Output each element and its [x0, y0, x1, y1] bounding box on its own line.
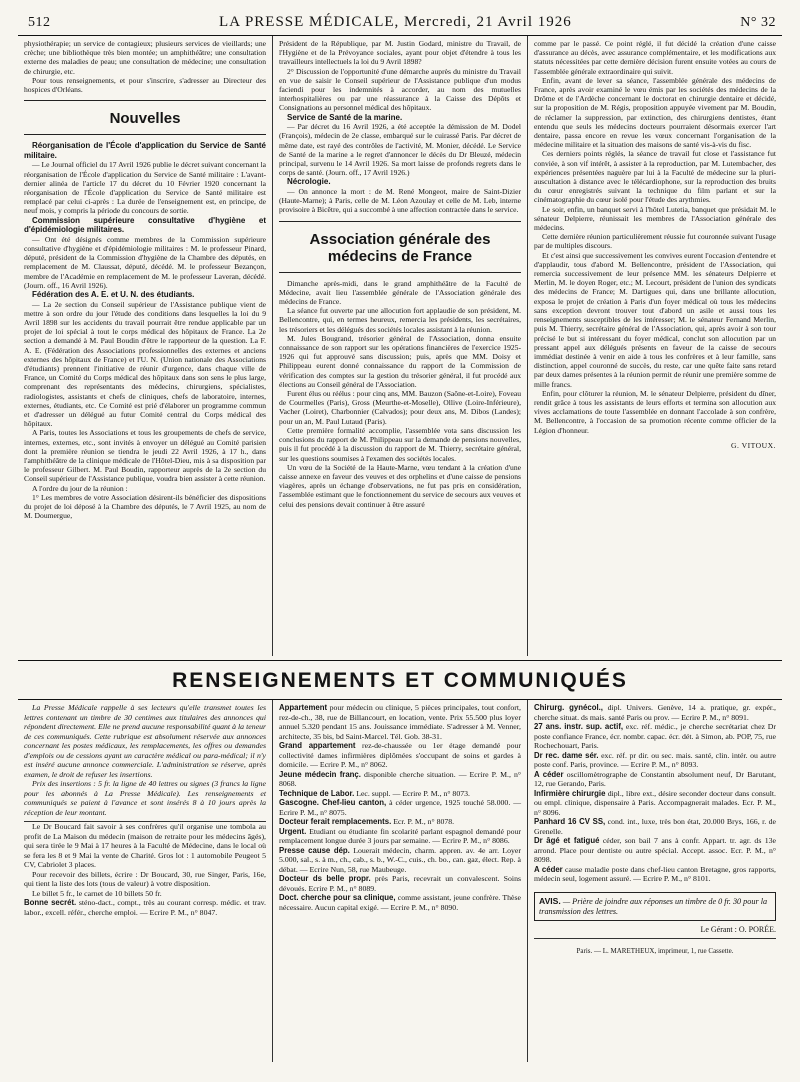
ad-heading: A céder	[534, 864, 563, 874]
ad-heading: Presse cause dép.	[279, 845, 350, 855]
issue-number: N° 32	[740, 15, 776, 30]
ad-heading: Jeune médecin franç.	[279, 769, 361, 779]
classified-ad	[279, 827, 521, 846]
avis-heading: AVIS.	[539, 895, 561, 906]
paragraph: Le Dr Boucard fait savoir à ses confrères qu'il organise une tombola au profit de La Maison du médecin (maison de retraite pour les médecins âgés), qui sera tirée le 9 Mai à 17 heures à la Faculté de Médecine, dans le local où se fera les 8 et 9 Mai la vente de Charité. Gros lot : 1 automobile Peugeot 5 CV, Cabriolet 3 places.	[24, 822, 266, 869]
section-title-association: Association générale des médecins de France	[309, 230, 491, 265]
classified-column-1	[18, 700, 272, 1062]
classified-column-3	[527, 700, 782, 1062]
paragraph: Enfin, avant de lever sa séance, l'assemblée générale des médecins de France, après avoir examiné le vœu émis par les sociétés des médecins de la Drôme et de l'Ardèche concernant le doctorat en chirurgie dentaire et décidé, sur la proposition de M. Régis, proposition appuyée vivement par M. Boudin, de réclamer la suppression, par extinction, des chirurgiens dentistes, étant entendu que seuls les médecins docteurs pourraient désormais exercer l'art dentaire, passa encore en revue les vœux concernant l'organisation de la médecine militaire et la situation des maisons de santé vis-à-vis du fisc.	[534, 75, 776, 150]
paragraph: Dimanche après-midi, dans le grand amphithéâtre de la Faculté de Médecine, avait lieu l'assemblée générale de l'Association générale des médecins de France.	[279, 278, 521, 307]
ad-heading: Technique de Labor.	[279, 788, 355, 798]
ad-heading: Chirurg. gynécol.,	[534, 703, 603, 712]
paragraph: Cette dernière réunion particulièrement réussie fut couronnée suivant l'usage par de multiples discours.	[534, 232, 776, 251]
paragraph: Un vœu de la Société de la Haute-Marne, vœu tendant à la création d'une caisse annexe en faveur des veuves et des orphelins et d'une caisse de pensions viagères, après un échange d'observations, ne fut pas pris en considération, l'assemblée estimant que le fonctionnement du service de secours aux veuves et celui des pensions devait continuer à être assuré	[279, 462, 521, 509]
classified-columns	[18, 700, 782, 1062]
item-heading: Nécrologie.	[287, 177, 331, 187]
classified-ad	[534, 865, 776, 884]
ad-heading: Urgent.	[279, 826, 307, 836]
top-columns	[18, 36, 782, 656]
paragraph: A Paris, toutes les Associations et tous les groupements de chefs de service, internes, externes, etc., sont invités à envoyer un délégué au Comité parisien dont la première réunion se tiendra le jeudi 22 Avril 1926, à 17 h., dans l'amphithéâtre de la clinique médicale de l'Hôtel-Dieu, mis à sa disposition par le professeur Gilbert. M. Paul Boudin, rapporteur auprès de la 2e section du Conseil supérieur de l'Assistance publique, voudra bien assister à cette réunion.	[24, 428, 266, 484]
ad-heading: Docteur ferait remplacements.	[279, 817, 392, 826]
ad-text: exc. réf. pr dir. ou sec. mais. santé, clin. intér. ou autre poste conf. Paris, province. — Ecrire P. M., n° 8093.	[534, 750, 776, 769]
ad-heading: Grand appartement	[279, 741, 356, 750]
ad-heading: 27 ans. instr. sup. actif,	[534, 722, 624, 731]
ad-text: Louerait médecin, charm. appren. av. 4e arr. Loyer 5.000, sal., s. à m., ch., cab., s. b., W.-C., cuis., ch. bo., can. gaz, élect. Rep. à débat. — Ecrire Nun, 58, rue Maubeuge.	[279, 845, 521, 874]
notice-text: La Presse Médicale rappelle à ses lecteurs qu'elle transmet toutes les lettres contenant un timbre de 30 centimes aux titulaires des annonces qui répondent directement. Elle ne prend aucune responsabilité quant à la teneur de ces communiqués. Cette rubrique est absolument réservée aux annonces concernant les postes médicaux, les remplacements, les offres ou demandes d'emplois ou de cessions ayant un caractère médical ou para-médical; il n'y est inséré aucune annonce commerciale. L'administration se réserve, après examen, le droit de refuser les insertions.	[24, 703, 266, 779]
column-1	[18, 36, 272, 656]
renseignements-banner: RENSEIGNEMENTS ET COMMUNIQUÉS	[18, 661, 782, 700]
classified-column-2	[272, 700, 527, 1062]
paragraph: Le soir, enfin, un banquet servi à l'hôtel Lutetia, banquet que présidait M. le sénateur Delpierre, réunissait les membres de l'Association générale des médecins.	[534, 204, 776, 233]
paragraph: La séance fut ouverte par une allocution fort applaudie de son président, M. Bellencontre, qui, en termes heureux, remercia les présidents, les secrétaires, les trésoriers et les délégués des sociétés locales assistant à la réunion.	[279, 306, 521, 334]
paragraph: Cette première formalité accomplie, l'assemblée vota sans discussion les conclusions du rapport de M. Philippeau sur la demande de pensions nouvelles, puis il fut procédé à la discussion du rapport de M. Thierry, secrétaire général, sur les questions soumises à l'examen des sociétés locales.	[279, 425, 521, 463]
paragraph: physiothérapie; un service de contagieux; plusieurs services de vieillards; une crèche; une bibliothèque très bien montée; un amphithéâtre; une consultation externe des maladies de peau; une consultation de médecine; une consultation de chirurgie, etc.	[24, 39, 266, 76]
classified-ad	[279, 770, 521, 789]
classified-ad	[534, 722, 776, 751]
ad-text: dipl. Univers. Genève, 14 a. pratique, gr. expér., cherche situat. ds mais. santé Paris ou prov. — Ecrire P. M., n° 8091.	[534, 703, 776, 722]
ad-heading: Dr âgé et fatigué	[534, 836, 600, 845]
item-heading: Réorganisation de l'École d'application du Service de Santé militaire.	[24, 141, 266, 160]
ad-text: exc. réf. médic., je cherche secrétariat chez Dr poste confiance France, écr. nombr. capac. écr. dét. à Simon, ab. POP, 75, rue Rochechouart, Paris.	[534, 722, 776, 750]
ad-text: Etudiant ou étudiante fin scolarité parlant espagnol demandé pour remplacement longue durée 3 jours par semaine. — Ecrire P. M., n° 8086.	[279, 826, 521, 845]
tariff-text: Prix des insertions : 5 fr. la ligne de 40 lettres ou signes (3 francs la ligne pour les abonnés à La Presse Médicale). Les renseignements et communiqués se paient à l'avance et sont insérés 8 à 10 jours après la réception de leur montant.	[24, 779, 266, 817]
classified-ad	[534, 817, 776, 836]
ad-text: cond. int., luxe, très bon état, 20.000 Brys, 166, r. de Grenelle.	[534, 817, 776, 836]
paragraph: M. Jules Bougrand, trésorier général de l'Association, donna ensuite connaissance de son rapport sur les opérations financières de l'exercice 1925-1926 qui fut approuvé sans discussion; puis, après que MM. Doisy et Philippeau eurent donné connaissance du rapport de la Commission de vérification des comptes sur la gestion du trésorier général, il fut procédé aux élections au Conseil général de l'Association.	[279, 333, 521, 389]
classified-ad	[534, 751, 776, 770]
journal-title: LA PRESSE MÉDICALE, Mercredi, 21 Avril 1926	[219, 14, 572, 30]
classified-ad	[534, 836, 776, 865]
classified-ad	[279, 846, 521, 875]
classified-ad	[279, 741, 521, 770]
section-box	[24, 100, 266, 135]
avis-text: — Prière de joindre aux réponses un timbre de 0 fr. 30 pour la transmission des lettres.	[539, 896, 768, 916]
ad-text: sténo-dact., compt., très au courant corresp. médic. et trav. labor., excell. référ., cherche emploi. — Ecrire P. M., n° 8047.	[24, 898, 266, 917]
item-heading: Fédération des A. E. et U. N. des étudiants.	[32, 290, 195, 300]
divider	[534, 938, 776, 939]
page-header	[28, 14, 776, 31]
ad-heading: Bonne secrét.	[24, 898, 77, 907]
paragraph: Ces derniers points réglés, la séance de travail fut close et l'assistance fut conviée, à son vif intérêt, à assister à la reproduction, par M. Lutembacher, des expériences présentées naguère par lui à la Faculté de médecine sur la pluri-auscultation à distance avec le télécardiophone, sur la reproduction des bruits du cœur enregistrés suivant la technique du film parlant et sur la cinématographie du cœur isolé pour l'étude des arythmies.	[534, 149, 776, 205]
paragraph: Le billet 5 fr., le carnet de 10 billets 50 fr.	[32, 888, 162, 898]
item-text: — La 2e section du Conseil supérieur de l'Assistance publique vient de mettre à son ordre du jour l'étude des conditions dans lesquelles la loi du 9 Avril 1898 sur les accidents du travail pourrait être rendue applicable par un projet de loi spécial à tout le corps médical des hôpitaux de France. La 2e section a demandé à M. Paul Boudin d'être le rapporteur de la question. La F. A. E. (Fédération des Associations professionnelles des externes et anciens externes des hôpitaux de France) et l'U. N. (Union nationale des Associations d'étudiants) prennent l'initiative de réunir d'urgence, dans chaque ville de France, un Comité du Corps médical des hôpitaux dans son sens le plus large, comprenant des représentants des médecins, chirurgiens, spécialistes, radiologistes, assistants et chefs de cliniques, chefs de laboratoire, internes, externes, étudiants, etc. Ce Comité est prié d'élaborer un programme commun et d'adresser un délégué au futur Comité central du Corps médical des hôpitaux.	[24, 299, 266, 429]
classified-ad	[279, 874, 521, 893]
classified-ad	[534, 703, 776, 722]
classified-ad	[24, 898, 266, 917]
item-heading: Commission supérieure consultative d'hygiène et d'épidémiologie militaires.	[24, 215, 266, 235]
ad-heading: A céder	[534, 769, 564, 779]
section-title-nouvelles: Nouvelles	[109, 110, 181, 128]
item-text: — Ont été désignés comme membres de la Commission supérieure consultative d'hygiène et d'épidémiologie militaires : M. le professeur Pinard, député, président de la Commission d'hygiène de la Chambre des députés, en remplacement de M. Claussat, député, décédé. M. le professeur Bezançon, membre de l'Académie en remplacement de M. le professeur Laveran, décédé. (Journ. off., 16 Avril 1926).	[24, 234, 266, 290]
item-text: — On annonce la mort : de M. René Mongeot, maire de Saint-Dizier (Haute-Marne); à Paris, celle de M. Léon Azoulay et celle de M. Leb, interne provisoire à Bicêtre, qui a succombé à une affection contractée dans le service.	[279, 187, 521, 215]
ad-text: céder, son bail 7 ans à confr. Appart. tr. agr. ds 13e arrond. Place pour dentiste ou autre spécial. Accept. assoc. Ecr. P. M., n° 8098.	[534, 836, 777, 864]
classified-ad	[279, 789, 521, 799]
ad-text: oscillomètrographe de Constantin absolument neuf, Dr Barutant, 12, rue Gerando, Paris.	[534, 769, 776, 788]
paragraph: Pour tous renseignements, et pour s'inscrire, s'adresser au Directeur des hospices d'Orléans.	[24, 75, 266, 95]
ad-text: Ecr. P. M., n° 8078.	[393, 817, 455, 826]
author-signature: G. VITOUX.	[730, 440, 776, 450]
column-3	[527, 36, 782, 656]
gerant-line: Le Gérant : O. PORÉE.	[700, 924, 776, 934]
paragraph: comme par le passé. Ce point réglé, il fut décidé la création d'une caisse d'assurance au décès, avec assurance complémentaire, et les modifications aux statuts nécessitées par cette dernière décision furent ensuite votées au cours de l'assemblée générale extraordinaire qui suivit.	[534, 39, 776, 76]
paragraph: A l'ordre du jour de la réunion :	[32, 483, 128, 493]
paragraph: 1° Les membres de votre Association désirent-ils bénéficier des dispositions du projet de loi déposé à la Chambre des députés, le 7 Avril 1925, au nom de M. Doumergue,	[24, 492, 266, 521]
ad-text: cause maladie poste dans chef-lieu canton Bretagne, gros rapports, médecin seul, logement assuré. — Ecrire P. M., n° 8101.	[534, 864, 776, 883]
classified-ad	[279, 893, 521, 912]
ad-heading: Infirmière chirurgie	[534, 788, 606, 798]
classified-ad	[534, 770, 776, 789]
section-box	[279, 221, 521, 273]
column-2	[272, 36, 527, 656]
ad-text: pour médecin ou clinique, 5 pièces principales, tout confort, rez-de-ch., 38, rue de Billancourt, en location, vente. Prix 55.500 plus loyer annuel 5.320 pendant 15 ans. Jouissance immédiate. S'adresser à M. Venner, architecte, 35 bis, bd Saint-Marcel. Tél. Gob. 38-31.	[279, 703, 521, 741]
ad-heading: Gascogne. Chef-lieu canton,	[279, 798, 387, 807]
ad-text: comme assistant, jeune confrère. Thèse nécessaire. Aucun capital exigé. — Ecrire P. M., n° 8090.	[279, 893, 521, 912]
paragraph: Et c'est ainsi que successivement les convives eurent l'occasion d'entendre et d'applaudir, tous d'abord M. Bellencontre, président de l'Association, qui remercia successivement de leur présence MM. les sénateurs Delpierre et Merlin, M. le doyen Roger, etc.; M. Lecourt, président de l'union des syndicats des médecins de France; M. Dartigues qui, dans une brillante allocution, exposa le projet de création à Paris d'un foyer médical où tous les médecins sans exception devront trouver tout d'abord un asile et aussi tous les renseignements susceptibles de les intéresser; M. le sénateur Fernand Merlin, puis M. Thierry, secrétaire général de l'Association, qui, après avoir à son tour précisé le but si intéressant du foyer médical, conclut son allocution par un pressant appel aux délégués présents en faveur de la caisse de secours immédiat destinée à venir en aide à tous les confrères et à leur famille, sans distinction, appel couronné de succès, du reste, car une quête faite sans retard par deux dames présentes à la réunion permit de réunir une première somme de mille francs.	[534, 250, 776, 389]
ad-heading: Dr rec. dame sér.	[534, 750, 599, 760]
ad-heading: Docteur ds belle propr.	[279, 874, 371, 883]
ad-text: dipl., libre ext., désire seconder docteur dans consult. ou empl. clinique, dispensaire à Paris. Accompagnerait malades. Ecr. P. M., n° 8096.	[534, 788, 777, 817]
item-heading: Service de Santé de la marine.	[287, 112, 403, 122]
ad-text: rez-de-chaussée ou 1er étage demandé pour collectivité dames infirmières diplômées s'occupant de soins et gardes à domicile. — Ecrire P. M., n° 8062.	[279, 741, 522, 769]
paragraph: 2° Discussion de l'opportunité d'une démarche auprès du ministre du Travail en vue de saisir le Conseil supérieur de l'Assistance publique d'un modus faciendi pour les indemnités à accorder, au nom des mutuelles interhospitalières ou par une réassurance à la Caisse des Dépôts et Consignations au personnel médical des hôpitaux.	[279, 66, 521, 113]
paragraph: Pour recevoir des billets, écrire : Dr Boucard, 30, rue Singer, Paris, 16e, qui tient la liste des lots (tous de valeur) à votre disposition.	[24, 869, 266, 888]
paragraph: Enfin, pour clôturer la réunion, M. le sénateur Delpierre, président du dîner, rendit grâce à tous les assistants de leurs efforts et termina son allocution aux vives acclamations de toute l'assemblée en donnant l'accolade à son confrère, M. Bellencontre, à l'occasion de sa promotion récente comme officier de la Légion d'honneur.	[534, 388, 776, 435]
ad-heading: Doct. cherche pour sa clinique,	[279, 893, 396, 902]
paragraph: Furent élus ou réélus : pour cinq ans, MM. Bauzon (Saône-et-Loire), Foveau de Courmelles (Paris), Gross (Meurthe-et-Moselle), Ollive (Loire-Inférieure), Vacher (Loiret), Charbonnier (Calvados); pour deux ans, M. Dibos (Landes); pour un an, M. Paul Lutaud (Paris).	[279, 389, 521, 426]
ad-heading: Panhard 16 CV SS,	[534, 817, 606, 826]
ad-text: Lec. suppl. — Ecrire P. M., n° 8073.	[356, 788, 470, 798]
ad-text: près Paris, recevrait un convalescent. Soins dévoués. Ecrire P. M., n° 8089.	[279, 874, 522, 893]
avis-box	[534, 892, 776, 921]
ad-text: à céder urgence, 1925 touché 58.000. — Ecrire P. M., n° 8075.	[279, 798, 521, 817]
item-text: — Par décret du 16 Avril 1926, a été acceptée la démission de M. Dodel (François), médecin de 2e classe, embarqué sur le cuirassé Paris. Par décret de même date, est rayé des contrôles de l'activité, M. Monier, décédé. Le Service de Santé de la marine a le regret d'annoncer le décès du Dr Bleuzé, médecin principal, survenu le 14 Avril 1926. Sa mort laisse de profonds regrets dans le corps de santé. (Journ. off., 17 Avril 1926.)	[279, 122, 521, 178]
classified-ad	[534, 789, 776, 818]
ad-text: disponible cherche situation. — Ecrire P. M., n° 8068.	[279, 769, 522, 788]
item-text: — Le Journal officiel du 17 Avril 1926 publie le décret suivant concernant la réorganisation de l'École d'application du Service de Santé militaire : L'avant-dernier alinéa de l'article 17 du décret du 10 Février 1920 concernant la réorganisation de l'École d'application du Service de Santé militaire est remplacé par celui ci-après : La durée de l'enseignement est, en principe, de neuf mois, y compris la période du concours de sortie.	[24, 160, 266, 216]
ad-heading: Appartement	[279, 703, 328, 712]
page-number: 512	[28, 15, 51, 30]
classified-ad	[279, 703, 521, 741]
paragraph: Président de la République, par M. Justin Godard, ministre du Travail, de l'Hygiène et de la Prévoyance sociales, ayant pour objet d'étendre à tous les travailleurs intellectuels la loi du 9 Avril 1898?	[279, 39, 521, 67]
classified-ad	[279, 817, 521, 827]
printer-line: Paris. — L. MARETHEUX, imprimeur, 1, rue Cassette.	[576, 947, 734, 955]
classified-ad	[279, 798, 521, 817]
